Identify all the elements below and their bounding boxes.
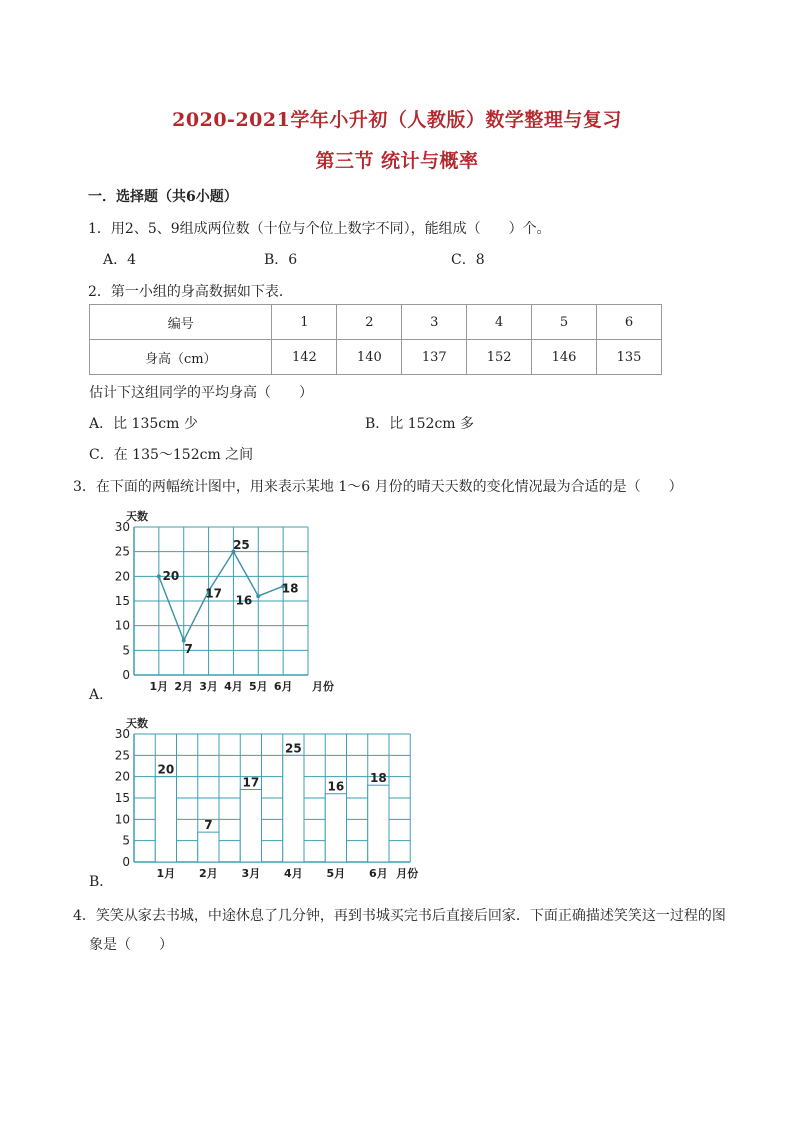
x-tick-label: 5月	[248, 680, 268, 693]
y-tick-label: 10	[114, 812, 130, 827]
y-tick-label: 0	[122, 668, 130, 682]
q3-option-b[interactable]: B．	[89, 874, 114, 890]
q1-option-b[interactable]: B．6	[264, 252, 298, 268]
y-tick-label: 15	[114, 594, 130, 608]
bar	[283, 755, 304, 862]
q2-option-b[interactable]: B．比 152cm 多	[365, 416, 475, 432]
q2-stem: 2．第一小组的身高数据如下表．	[88, 284, 293, 300]
q4-stem-line1: 4．笑笑从家去书城，中途休息了几分钟，再到书城买完书后直接后回家．下面正确描述笑笑这一过程的图	[73, 908, 726, 924]
table-row	[90, 340, 662, 375]
q3-stem: 3．在下面的两幅统计图中，用来表示某地 1～6 月份的晴天天数的变化情况最为合适的是（ ）	[73, 479, 683, 495]
data-label: 18	[281, 581, 299, 596]
x-tick-label: 5月	[326, 867, 346, 880]
q2-option-a[interactable]: A．比 135cm 少	[89, 416, 198, 432]
q3-option-a[interactable]: A．	[89, 687, 114, 703]
table-cell: 137	[402, 340, 467, 375]
y-tick-label: 30	[114, 727, 130, 741]
q2-option-c[interactable]: C．在 135～152cm 之间	[89, 447, 254, 463]
data-label: 7	[184, 641, 193, 656]
bar	[198, 832, 219, 862]
y-tick-label: 5	[122, 643, 130, 658]
bar	[240, 789, 261, 862]
y-axis-label: 天数	[126, 717, 148, 730]
x-axis-label: 月份	[312, 680, 334, 693]
q4-stem-line2: 象是（ ）	[89, 937, 173, 953]
x-tick-label: 4月	[284, 867, 303, 880]
table-cell: 4	[467, 305, 532, 340]
table-cell: 6	[597, 305, 662, 340]
table-cell: 5	[532, 305, 597, 340]
table-header-row	[90, 305, 662, 340]
x-tick-label: 1月	[149, 680, 169, 693]
x-tick-label: 6月	[273, 680, 293, 693]
data-label: 7	[204, 818, 213, 833]
data-label: 25	[285, 741, 302, 756]
data-point	[157, 574, 161, 578]
data-point	[256, 594, 260, 598]
q1-stem: 1．用2、5、9组成两位数（十位与个位上数字不同），能组成（ ）个。	[88, 221, 551, 237]
section-heading: 一．选择题（共6小题）	[88, 189, 238, 205]
x-tick-label: 6月	[369, 867, 388, 880]
table-cell: 2	[337, 305, 402, 340]
data-label: 17	[205, 586, 222, 601]
y-axis-label: 天数	[126, 510, 148, 523]
y-tick-label: 10	[114, 618, 130, 633]
bar-chart	[104, 712, 434, 882]
bar	[368, 785, 389, 862]
data-label: 20	[157, 762, 175, 777]
height-table	[89, 304, 662, 375]
bar	[325, 794, 346, 862]
y-tick-label: 5	[122, 833, 130, 848]
y-tick-label: 0	[122, 855, 130, 869]
y-tick-label: 25	[114, 748, 130, 763]
data-label: 17	[242, 775, 260, 790]
table-cell: 146	[532, 340, 597, 375]
q2-question: 估计下这组同学的平均身高（ ）	[89, 385, 313, 401]
bar	[155, 777, 176, 862]
q1-option-a[interactable]: A．4	[103, 252, 137, 268]
data-label: 20	[162, 568, 180, 583]
data-label: 16	[235, 593, 253, 608]
x-axis-label: 月份	[396, 867, 419, 880]
data-label: 25	[233, 538, 250, 553]
x-tick-label: 2月	[199, 867, 218, 880]
table-cell: 3	[402, 305, 467, 340]
y-tick-label: 20	[114, 769, 130, 784]
table-cell: 身高（cm）	[90, 340, 272, 375]
x-tick-label: 1月	[156, 867, 176, 880]
x-tick-label: 2月	[174, 680, 194, 693]
x-tick-label: 3月	[241, 867, 261, 880]
line-chart	[104, 505, 344, 695]
table-cell: 142	[272, 340, 337, 375]
y-tick-label: 20	[114, 569, 130, 584]
document-title: 2020-2021学年小升初（人教版）数学整理与复习	[172, 109, 622, 131]
section-subtitle: 第三节 统计与概率	[315, 150, 479, 172]
y-tick-label: 30	[114, 520, 130, 534]
table-cell: 135	[597, 340, 662, 375]
table-cell: 140	[337, 340, 402, 375]
x-tick-label: 4月	[224, 680, 243, 693]
data-label: 16	[327, 779, 345, 794]
y-tick-label: 15	[114, 791, 130, 805]
y-tick-label: 25	[114, 544, 130, 559]
q1-option-c[interactable]: C．8	[451, 252, 485, 268]
x-tick-label: 3月	[199, 680, 218, 693]
table-cell: 1	[272, 305, 337, 340]
data-label: 18	[370, 771, 387, 786]
table-cell: 编号	[90, 305, 272, 340]
table-cell: 152	[467, 340, 532, 375]
